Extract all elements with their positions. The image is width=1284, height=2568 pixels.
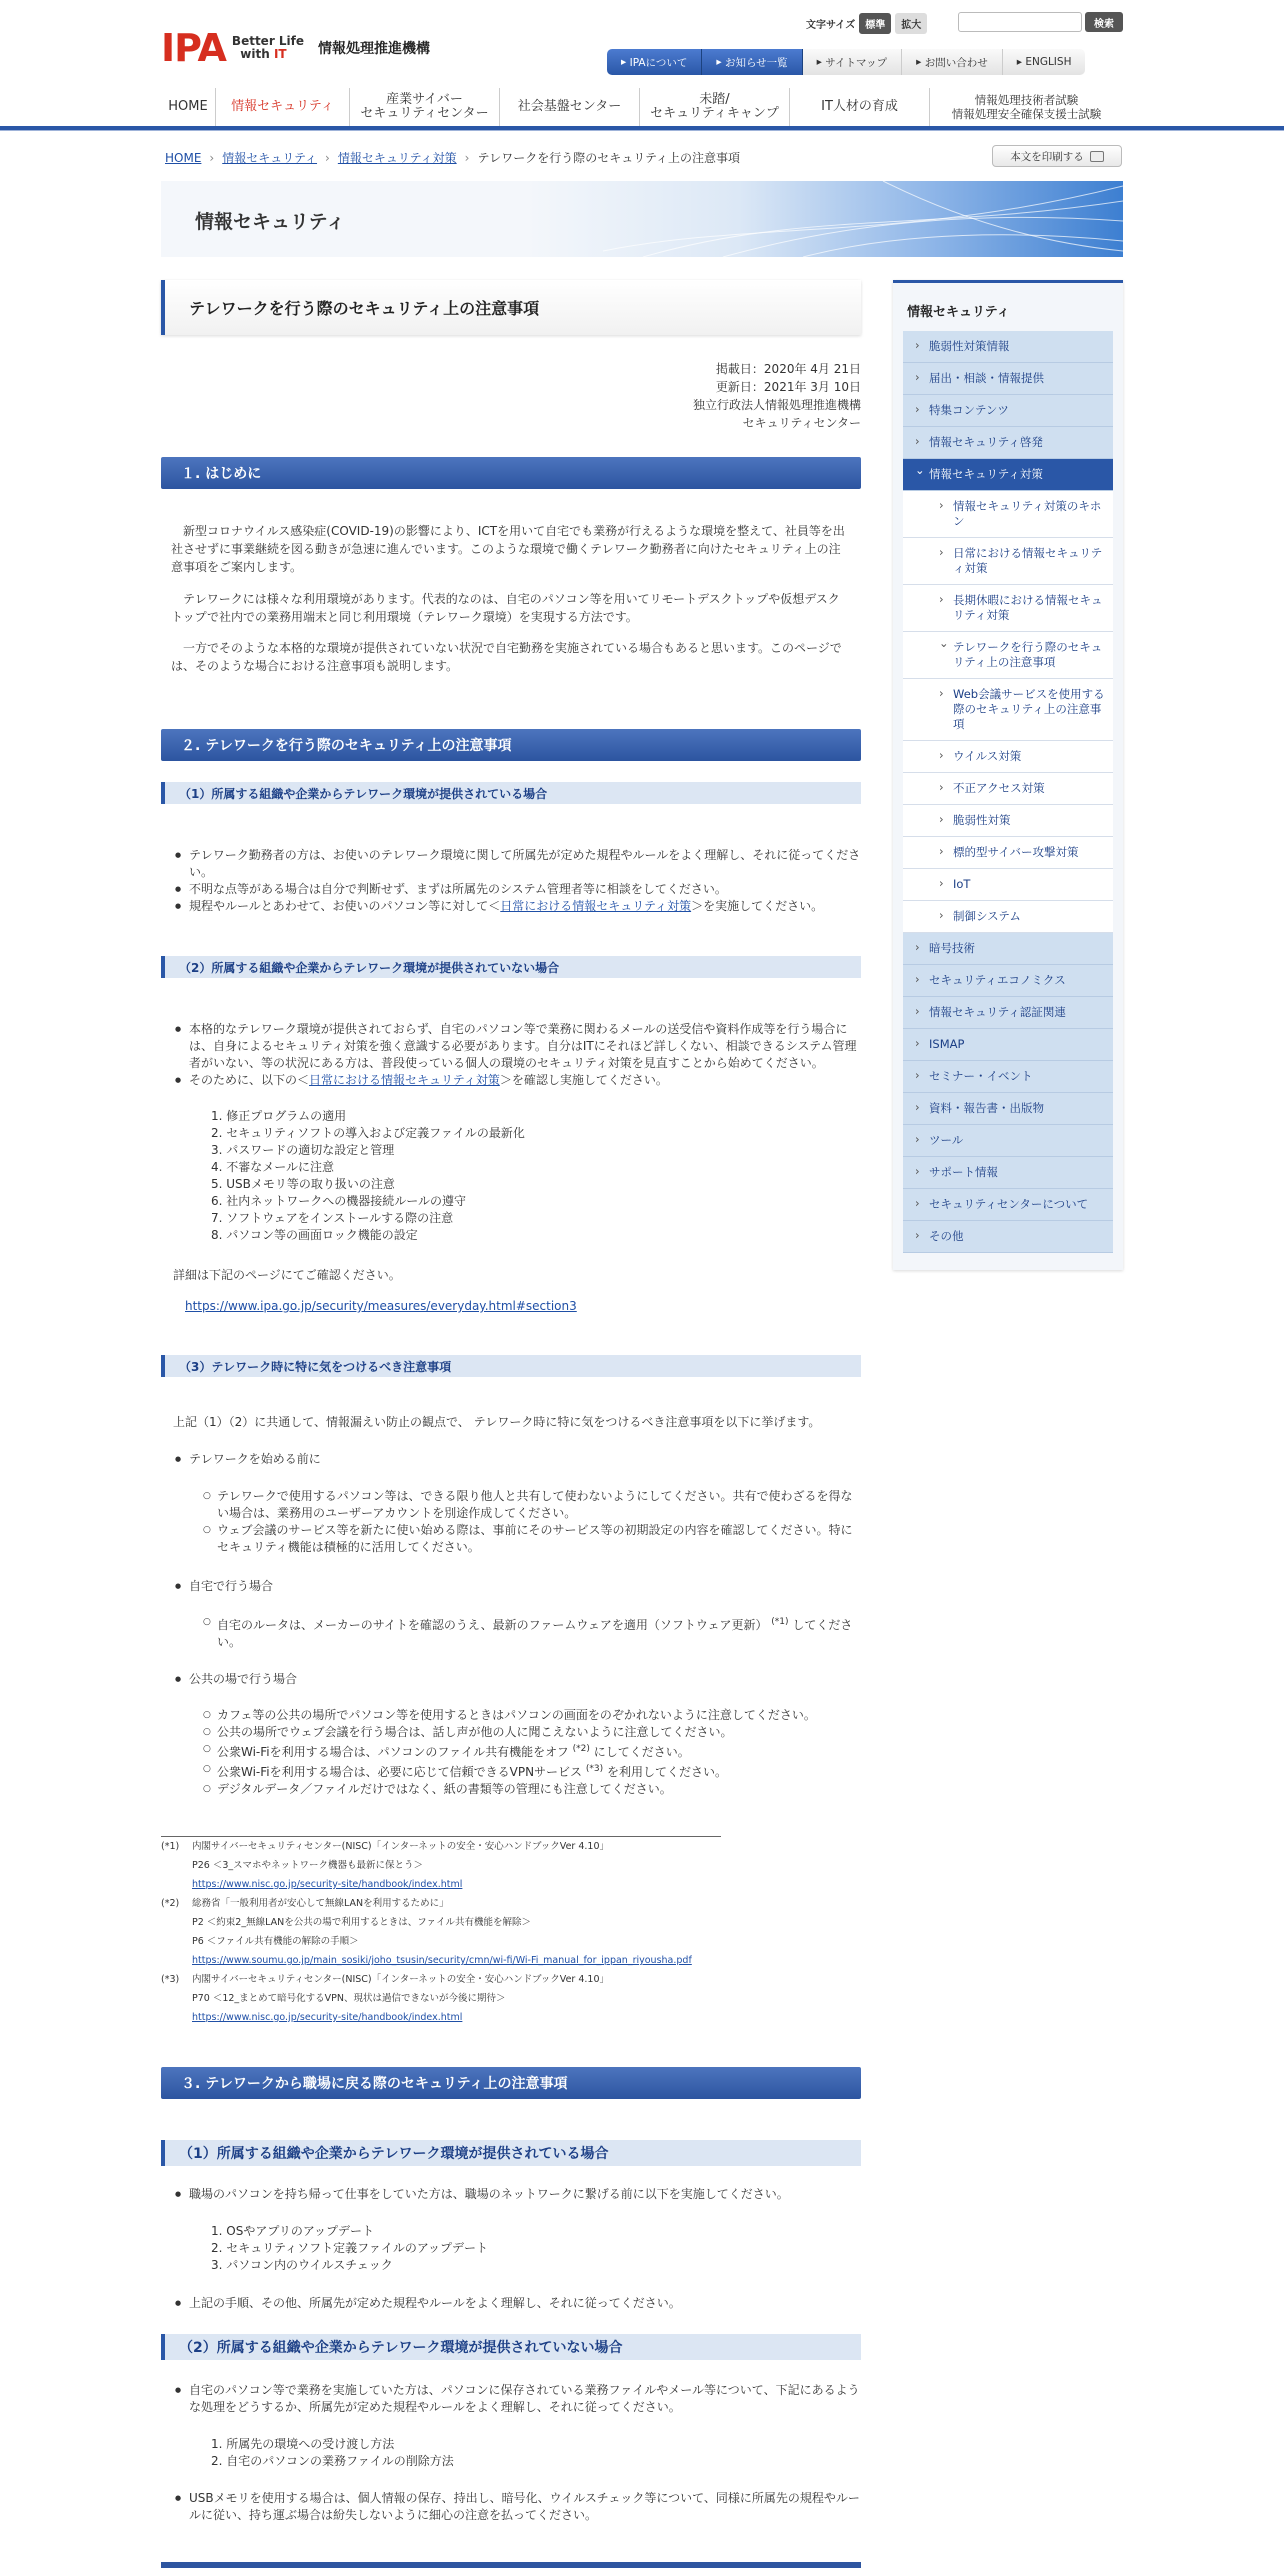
- footnote-ref[interactable]: (*2): [572, 1744, 590, 1754]
- util-sitemap[interactable]: ▸ サイトマップ: [803, 49, 902, 75]
- crumb-current: テレワークを行う際のセキュリティ上の注意事項: [477, 151, 741, 165]
- footnote-ref[interactable]: (*1): [771, 1617, 789, 1627]
- list-item: 1. OSやアプリのアップデート: [211, 2224, 375, 2238]
- detail-link-row: [161, 1297, 861, 1315]
- list-item-text: そのために、以下の＜: [189, 1073, 310, 1087]
- page-title: テレワークを行う際のセキュリティ上の注意事項: [161, 280, 861, 335]
- footnote-link[interactable]: https://www.nisc.go.jp/security-site/handbook/index.html: [192, 2012, 463, 2023]
- list-item: ○ 公共の場所でウェブ会議を行う場合は、話し声が他の人に聞こえないように注意してください。: [161, 1724, 861, 1741]
- s3-sub2-list: [161, 2382, 861, 2416]
- s2-sub3-heading: （3）テレワーク時に特に気をつけるべき注意事項: [161, 1355, 861, 1377]
- s2-sub2-list: [161, 1021, 861, 1089]
- list-item-text: 公衆Wi-Fiを利用する場合は、必要に応じて信頼できるVPNサービス: [217, 1765, 583, 1779]
- util-english[interactable]: ▸ ENGLISH: [1003, 49, 1086, 75]
- sidebar-item-about-center[interactable]: › セキュリティセンターについて: [903, 1189, 1113, 1221]
- everyday-url-link[interactable]: https://www.ipa.go.jp/security/measures/everyday.html#section3: [185, 1299, 577, 1313]
- footnote-3-link-row: [161, 2008, 861, 2027]
- sidebar-item-publications[interactable]: › 資料・報告書・出版物: [903, 1093, 1113, 1125]
- s1-paragraph-3: 一方でそのような本格的な環境が提供されていない状況で自宅勤務を実施されている場合もあると思います。このページでは、そのような場合における注意事項も説明します。: [171, 641, 842, 673]
- s2-measures-ordered-list: [161, 1108, 861, 1244]
- sidebar-title: 情報セキュリティ: [907, 305, 1010, 320]
- footnote-ref[interactable]: (*3): [585, 1764, 604, 1774]
- list-item: 1. 修正プログラムの適用: [211, 1109, 347, 1123]
- crumb-sep-icon: ›: [464, 150, 470, 165]
- list-item: 2. 自宅のパソコンの業務ファイルの削除方法: [211, 2454, 454, 2468]
- footnote-text: 内閣サイバーセキュリティセンター(NISC)「インターネットの安全・安心ハンドブックVer 4.10」: [192, 1974, 609, 1985]
- sidebar-sub-iot[interactable]: › IoT: [903, 869, 1113, 901]
- sidebar-item-report[interactable]: › 届出・相談・情報提供: [903, 363, 1113, 395]
- sidebar-menu: [903, 331, 1113, 1253]
- group-public: [161, 1671, 861, 1688]
- crumb-sep-icon: ›: [209, 150, 215, 165]
- sidebar-sub-vulnerability[interactable]: › 脆弱性対策: [903, 805, 1113, 837]
- gnav-exam[interactable]: 情報処理技術者試験 情報処理安全確保支援士試験: [929, 88, 1123, 126]
- font-size-label: 文字サイズ: [806, 20, 856, 31]
- s1-paragraph-2: テレワークには様々な利用環境があります。代表的なのは、自宅のパソコン等を用いてリモートデスクトップや仮想デスクトップで社内での業務用端末と同じ利用環境（テレワーク環境）を実現する方法です。: [171, 592, 840, 624]
- sidebar-sub-virus[interactable]: › ウイルス対策: [903, 741, 1113, 773]
- list-item: 7. ソフトウェアをインストールする際の注意: [211, 1211, 454, 1225]
- list-item: ● USBメモリを使用する場合は、個人情報の保存、持出し、暗号化、ウイルスチェック等について、同様に所属先の規程やルールに従い、持ち運ぶ場合は紛失しないように細心の注意を払ってください。: [161, 2490, 861, 2524]
- list-item: ● 不明な点等がある場合は自分で判断せず、まずは所属先のシステム管理者等に相談をしてください。: [161, 881, 861, 898]
- util-news-label: お知らせ一覧: [724, 56, 788, 69]
- crumb-home[interactable]: HOME: [165, 150, 202, 165]
- sidebar: [893, 280, 1123, 1270]
- footnote-text: P6 ＜ファイル共有機能の解除の手順＞: [192, 1936, 359, 1947]
- list-item: ● 自宅のパソコン等で業務を実施していた方は、パソコンに保存されている業務ファイルやメール等について、下記にあるような処理をどうするか、所属先が定めた規程やルールをよく理解し、それに従ってください。: [161, 2382, 861, 2416]
- footnote-text: P2 ＜約束2_無線LANを公共の場で利用するときは、ファイル共有機能を解除＞: [192, 1917, 532, 1928]
- list-item-text: 公衆Wi-Fiを利用する場合は、パソコンのファイル共有機能をオフ: [217, 1745, 569, 1759]
- list-item-text: ＞を確認し実施してください。: [499, 1073, 668, 1087]
- sidebar-item-measures[interactable]: ⌄ 情報セキュリティ対策: [903, 459, 1113, 491]
- search-box: [958, 12, 1123, 32]
- footnote-link[interactable]: https://www.soumu.go.jp/main_sosiki/joho_tsusin/security/cmn/wi-fi/Wi-Fi_manual_for_ippan_riyousha.pdf: [192, 1955, 692, 1966]
- published-date: 掲載日：2020年 4月 21日: [715, 362, 861, 376]
- list-item-text: にしてください。: [593, 1745, 690, 1759]
- sidebar-item-ismap[interactable]: › ISMAP: [903, 1029, 1113, 1061]
- util-about-label: IPAについて: [629, 56, 688, 69]
- gnav-social-infra[interactable]: 社会基盤センター: [499, 88, 639, 126]
- sidebar-sub-webmeeting[interactable]: › Web会議サービスを使用する際のセキュリティ上の注意事項: [903, 679, 1113, 741]
- s2-sub1-list: [161, 847, 861, 915]
- s2-sub3-intro: 上記（1）（2）に共通して、情報漏えい防止の観点で、 テレワーク時に特に気をつけるべき注意事項を以下に挙げます。: [173, 1415, 821, 1429]
- list-item: 3. パソコン内のウイルスチェック: [211, 2258, 393, 2272]
- util-sitemap-label: サイトマップ: [825, 56, 888, 69]
- org-name: 情報処理推進機構: [318, 41, 431, 57]
- s3-sub1-steps: [161, 2223, 861, 2274]
- font-large-button[interactable]: 拡大: [895, 13, 927, 34]
- footnote-1-line: [161, 1856, 861, 1875]
- footnote-link[interactable]: https://www.nisc.go.jp/security-site/handbook/index.html: [192, 1879, 463, 1890]
- footnote-text: 内閣サイバーセキュリティセンター(NISC)「インターネットの安全・安心ハンドブックVer 4.10」: [192, 1841, 609, 1852]
- search-button[interactable]: 検索: [1085, 12, 1123, 32]
- everyday-measures-link-2[interactable]: 日常における情報セキュリティ対策: [309, 1073, 500, 1087]
- s3-sub1-heading: （1）所属する組織や企業からテレワーク環境が提供されている場合: [161, 2140, 861, 2166]
- list-item: 8. パソコン等の画面ロック機能の設定: [211, 1228, 418, 1242]
- list-item: ○ テレワークで使用するパソコン等は、できる限り他人と共有して使わないようにしてください。共有で使わざるを得ない場合は、業務用のユーザーアカウントを別途作成してください。: [161, 1488, 861, 1522]
- sidebar-item-other[interactable]: › その他: [903, 1221, 1113, 1253]
- list-item: [161, 898, 861, 915]
- everyday-measures-link[interactable]: 日常における情報セキュリティ対策: [500, 899, 692, 913]
- footnote-2-link-row: [161, 1951, 861, 1970]
- crumb-security[interactable]: 情報セキュリティ: [222, 151, 318, 165]
- footnote-mark: (*1): [161, 1841, 180, 1852]
- gnav-mitou[interactable]: 未踏/ セキュリティキャンプ: [639, 88, 789, 126]
- list-item-text: 規程やルールとあわせて、お使いのパソコン等に対して＜: [189, 899, 501, 913]
- sidebar-sub-unauthorized[interactable]: › 不正アクセス対策: [903, 773, 1113, 805]
- list-item-text: を利用してください。: [606, 1765, 727, 1779]
- util-contact-label: お問い合わせ: [924, 56, 988, 69]
- section-banner: [161, 181, 1123, 257]
- publisher: 独立行政法人情報処理推進機構: [692, 398, 861, 412]
- publisher-dept: セキュリティセンター: [742, 416, 861, 430]
- sidebar-item-economics[interactable]: › セキュリティエコノミクス: [903, 965, 1113, 997]
- banner-graphic: [603, 181, 1123, 257]
- list-item: 6. 社内ネットワークへの機器接続ルールの遵守: [211, 1194, 467, 1208]
- crumb-sep-icon: ›: [325, 150, 330, 165]
- sidebar-item-support[interactable]: › サポート情報: [903, 1157, 1113, 1189]
- ipa-logo[interactable]: [161, 28, 430, 68]
- section-3-heading: ３. テレワークから職場に戻る際のセキュリティ上の注意事項: [161, 2067, 861, 2099]
- sidebar-sub-telework[interactable]: ⌄ テレワークを行う際のセキュリティ上の注意事項: [903, 632, 1113, 679]
- list-item: ● 公共の場で行う場合: [161, 1671, 861, 1688]
- sidebar-item-awareness[interactable]: › 情報セキュリティ啓発: [903, 427, 1113, 459]
- logo-mark: IPA: [161, 26, 226, 70]
- sidebar-sub-basics[interactable]: › 情報セキュリティ対策のキホン: [903, 491, 1113, 538]
- list-item: [161, 1741, 861, 1761]
- nav-underline-light: [0, 130, 1284, 131]
- list-item: 4. 不審なメールに注意: [211, 1160, 335, 1174]
- updated-date: 更新日：2021年 3月 10日: [715, 380, 861, 394]
- util-contact[interactable]: ▸ お問い合わせ: [902, 49, 1003, 75]
- list-item: ○ デジタルデータ／ファイルだけではなく、紙の書類等の管理にも注意してください。: [161, 1781, 861, 1798]
- footnote-2: [161, 1894, 861, 1913]
- gnav-cyber-center[interactable]: 産業サイバー セキュリティセンター: [349, 88, 499, 126]
- banner-title: 情報セキュリティ: [195, 211, 346, 233]
- s2-sub1-heading: （1）所属する組織や企業からテレワーク環境が提供されている場合: [161, 782, 861, 804]
- footnote-1-link-row: [161, 1875, 861, 1894]
- gnav-security[interactable]: 情報セキュリティ: [215, 88, 349, 126]
- section-1-heading: １. はじめに: [161, 457, 861, 489]
- breadcrumb: [165, 149, 740, 166]
- list-item: [161, 1614, 861, 1651]
- sidebar-item-crypto[interactable]: › 暗号技術: [903, 933, 1113, 965]
- sidebar-sub-everyday[interactable]: › 日常における情報セキュリティ対策: [903, 538, 1113, 585]
- gnav-it-human[interactable]: IT人材の育成: [789, 88, 929, 126]
- footnote-text: P70 ＜12_まとめて暗号化するVPN、現状は過信できないが今後に期待＞: [192, 1993, 506, 2004]
- utility-nav: [607, 49, 1085, 75]
- at-home-list: [161, 1614, 861, 1651]
- print-button-label: 本文を印刷する: [1010, 150, 1084, 163]
- list-item-text: ＞を実施してください。: [691, 899, 824, 913]
- tagline-line2: with: [240, 47, 274, 61]
- footnote-text: P26 ＜3_スマホやネットワーク機器も最新に保とう＞: [192, 1860, 423, 1871]
- print-button[interactable]: [992, 145, 1122, 167]
- search-input[interactable]: [958, 12, 1082, 32]
- list-item-text: 自宅のルータは、メーカーのサイトを確認のうえ、最新のファームウェアを適用（ソフトウェア更新）: [217, 1618, 768, 1632]
- list-item: ● テレワーク勤務者の方は、お使いのテレワーク環境に関して所属先が定めた規程やルールをよく理解し、それに従ってください。: [161, 847, 861, 881]
- footnote-mark: (*3): [161, 1974, 180, 1985]
- util-english-label: ENGLISH: [1025, 56, 1072, 68]
- list-item: ○ ウェブ会議のサービス等を新たに使い始める際は、事前にそのサービス等の初期設定の内容を確認してください。特にセキュリティ機能は積極的に活用してください。: [161, 1522, 861, 1556]
- list-item: ● 職場のパソコンを持ち帰って仕事をしていた方は、職場のネットワークに繋げる前に以下を実施してください。: [161, 2186, 861, 2203]
- s3-sub2-heading: （2）所属する組織や企業からテレワーク環境が提供されていない場合: [161, 2334, 861, 2360]
- s3-usb-note: [161, 2490, 861, 2524]
- sidebar-item-certification[interactable]: › 情報セキュリティ認証関連: [903, 997, 1113, 1029]
- publish-info: [161, 360, 861, 432]
- public-list: [161, 1707, 861, 1798]
- s3-sub1-note: [161, 2295, 861, 2312]
- group-before-start: [161, 1451, 861, 1468]
- list-item: 5. USBメモリ等の取り扱いの注意: [211, 1177, 395, 1191]
- list-item: ● 本格的なテレワーク環境が提供されておらず、自宅のパソコン等で業務に関わるメールの送受信や資料作成等を行う場合には、自身によるセキュリティ対策を強く意識する必要があります。自分はITにそれほど詳しくない、相談できるシステム管理者がいない、等の状況にある方は、普段使っている個人の環境のセキュリティ対策を見直すことから始めてください。: [161, 1021, 861, 1072]
- s2-sub2-heading: （2）所属する組織や企業からテレワーク環境が提供されていない場合: [161, 956, 861, 978]
- footnote-2-line: [161, 1932, 861, 1951]
- gnav-home[interactable]: HOME: [168, 99, 208, 114]
- detail-note: 詳細は下記のページにてご確認ください。: [173, 1268, 401, 1282]
- list-item: ● テレワークを始める前に: [161, 1451, 861, 1468]
- logo-tagline: [232, 35, 304, 61]
- footnote-3-line: [161, 1989, 861, 2008]
- section-2-heading: ２. テレワークを行う際のセキュリティ上の注意事項: [161, 729, 861, 761]
- list-item: [161, 1761, 861, 1781]
- list-item: 3. パスワードの適切な設定と管理: [211, 1143, 395, 1157]
- sidebar-sub-apt[interactable]: › 標的型サイバー攻撃対策: [903, 837, 1113, 869]
- sidebar-item-seminar[interactable]: › セミナー・イベント: [903, 1061, 1113, 1093]
- footnote-1: [161, 1837, 861, 1856]
- footnote-3: [161, 1970, 861, 1989]
- printer-icon: [1090, 151, 1104, 162]
- list-item-text: してください。: [217, 1618, 853, 1649]
- footnote-2-line: [161, 1913, 861, 1932]
- list-item: 1. 所属先の環境への受け渡し方法: [211, 2437, 395, 2451]
- sidebar-item-vulnerability[interactable]: › 脆弱性対策情報: [903, 331, 1113, 363]
- group-at-home: [161, 1578, 861, 1595]
- header: [0, 0, 1284, 125]
- sidebar-sub-holiday[interactable]: › 長期休暇における情報セキュリティ対策: [903, 585, 1113, 632]
- util-about[interactable]: ▸ IPAについて: [607, 49, 702, 75]
- footnotes: [161, 1837, 861, 2027]
- list-item: ● 上記の手順、その他、所属先が定めた規程やルールをよく理解し、それに従ってください。: [161, 2295, 861, 2312]
- tagline-line1: Better Life: [231, 34, 305, 48]
- s3-sub2-steps: [161, 2436, 861, 2470]
- sidebar-item-feature[interactable]: › 特集コンテンツ: [903, 395, 1113, 427]
- s3-sub1-list: [161, 2186, 861, 2203]
- list-item: ○ カフェ等の公共の場所でパソコン等を使用するときはパソコンの画面をのぞかれないように注意してください。: [161, 1707, 861, 1724]
- before-start-list: [161, 1488, 861, 1556]
- util-news[interactable]: ▸ お知らせ一覧: [702, 49, 802, 75]
- list-item: ● 自宅で行う場合: [161, 1578, 861, 1595]
- list-item: 2. セキュリティソフトの導入および定義ファイルの最新化: [211, 1126, 525, 1140]
- font-standard-button[interactable]: 標準: [859, 13, 891, 34]
- footnote-mark: (*2): [161, 1898, 180, 1909]
- crumb-measures[interactable]: 情報セキュリティ対策: [337, 151, 457, 165]
- font-size-switcher: [806, 13, 927, 34]
- list-item: 2. セキュリティソフト定義ファイルのアップデート: [211, 2241, 488, 2255]
- list-item: [161, 1072, 861, 1089]
- s1-paragraph-1: 新型コロナウイルス感染症(COVID-19)の影響により、ICTを用いて自宅でも業務が行えるような環境を整えて、社員等を出社させずに事業継続を図る動きが急速に進んでいます。このような環境で働くテレワーク勤務者に向けたセキュリティ上の注意事項をご案内します。: [171, 524, 845, 574]
- global-nav: [161, 88, 1123, 126]
- sidebar-sub-ics[interactable]: › 制御システム: [903, 901, 1113, 933]
- next-section-heading-edge: [161, 2562, 861, 2568]
- sidebar-item-tools[interactable]: › ツール: [903, 1125, 1113, 1157]
- tagline-it: IT: [273, 47, 287, 61]
- footnote-text: 総務省「一般利用者が安心して無線LANを利用するために」: [192, 1898, 449, 1909]
